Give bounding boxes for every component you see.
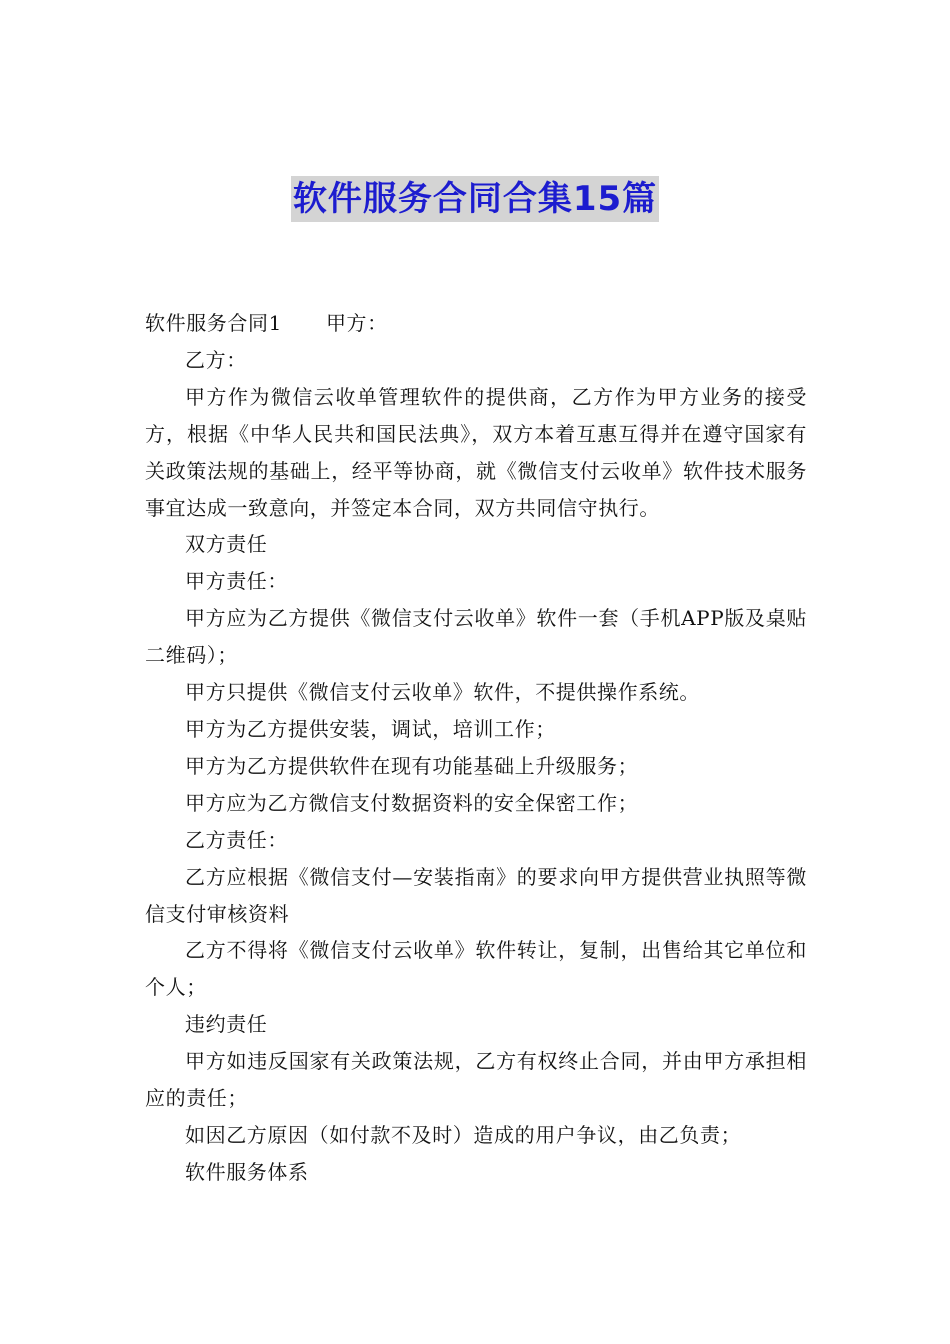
heading-line	[145, 305, 807, 342]
title-container	[0, 176, 950, 222]
paragraph: 甲方为乙方提供安装，调试，培训工作；	[185, 716, 556, 741]
paragraph: 甲方应为乙方微信支付数据资料的安全保密工作；	[185, 790, 639, 815]
paragraph: 甲方作为微信云收单管理软件的提供商，乙方作为甲方业务的接受方，根据《中华人民共和国民法典》，双方本着互惠互得并在遵守国家有关政策法规的基础上，经平等协商，就《微信支付云收单》软件技术服务事宜达成一致意向，并签定本合同，双方共同信守执行。	[145, 384, 807, 520]
paragraph: 双方责任	[185, 532, 268, 557]
paragraph: 甲方应为乙方提供《微信支付云收单》软件一套（手机APP版及桌贴二维码）；	[145, 606, 807, 668]
paragraph: 乙方责任：	[185, 827, 288, 852]
paragraph: 甲方为乙方提供软件在现有功能基础上升级服务；	[185, 753, 639, 778]
paragraph: 乙方应根据《微信支付—安装指南》的要求向甲方提供营业执照等微信支付审核资料	[145, 864, 807, 926]
paragraph: 软件服务体系	[185, 1159, 309, 1184]
paragraph: 甲方如违反国家有关政策法规，乙方有权终止合同，并由甲方承担相应的责任；	[145, 1049, 807, 1111]
section-heading: 软件服务合同1	[145, 311, 282, 335]
document-body	[145, 305, 807, 1191]
paragraph: 如因乙方原因（如付款不及时）造成的用户争议，由乙负责；	[185, 1122, 742, 1147]
paragraph: 甲方责任：	[185, 569, 288, 594]
paragraph: 乙方：	[185, 347, 247, 372]
document-title: 软件服务合同合集15篇	[291, 176, 659, 222]
party-a-label: 甲方：	[325, 311, 388, 335]
paragraph: 违约责任	[185, 1012, 268, 1037]
paragraph: 甲方只提供《微信支付云收单》软件，不提供操作系统。	[185, 680, 700, 705]
paragraph: 乙方不得将《微信支付云收单》软件转让，复制，出售给其它单位和个人；	[145, 938, 807, 1000]
